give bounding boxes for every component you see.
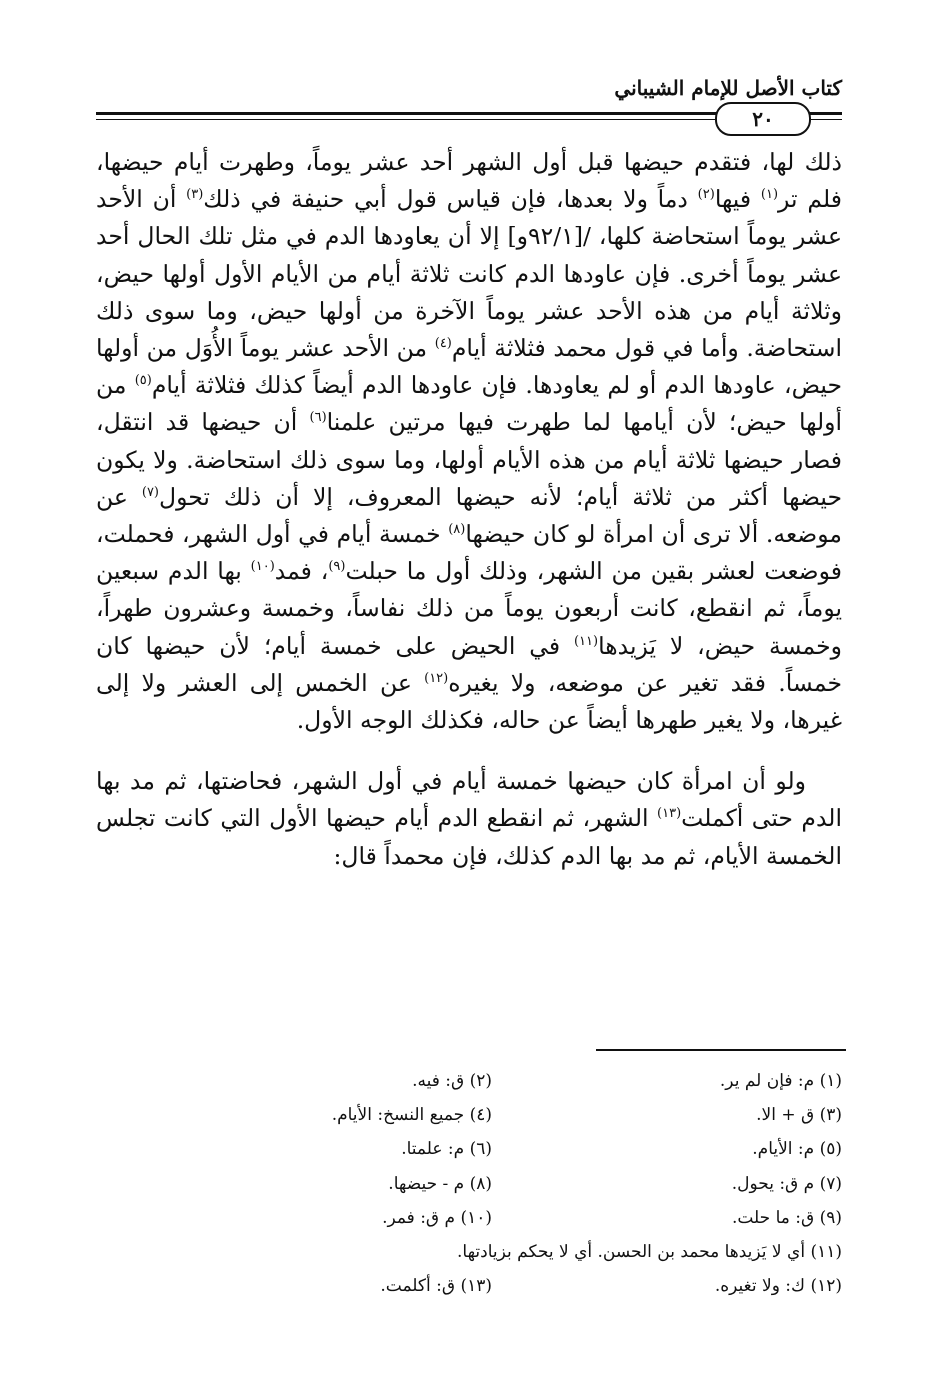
footnote-row [96,1235,842,1269]
text-run: عن موضعه. ألا ترى أن امرأة لو كان حيضها [96,482,842,549]
footnote: (١١) أي لا يَزيدها محمد بن الحسن. أي لا يحكم بزيادتها. [457,1241,842,1262]
footnotes [96,1064,842,1303]
text-run: من الأحد عشر يوماً الأُوَل من أولها حيض، عاودها الدم أو لم يعاودها. فإن عاودها الدم أيضاً كذلك فثلاثة أيام [96,334,842,400]
header-rule-thin-right [808,119,842,120]
footnote: (٩) ق: ما حلت. [731,1207,842,1228]
footnote: (٨) م - حيضها. [388,1173,492,1194]
footnote-marker: (١٣) [657,806,682,822]
text-run: خمسة أيام في أول الشهر، فحملت، فوضعت لعشر بقين من الشهر، وذلك أول ما حبلت [96,520,842,586]
page-number-badge [715,102,811,136]
main-text [96,144,842,875]
footnote: (١٠) م ق: فمر. [382,1207,492,1228]
page-number: ٢٠ [752,107,774,131]
footnote: (٢) ق: فيه. [412,1071,492,1091]
footnote: (١) م: فإن لم ير. [719,1071,842,1091]
footnote-marker: (١٠) [250,559,275,575]
text-run: أن الأحد عشر يوماً استحاضة كلها، /[٩٢/١و] إلا أن يعاودها الدم في مثل تلك الحال أحد عشر يوماً أخرى. فإن عاودها الدم كانت ثلاثة أيام من الأيام الأول أولها حيض، وثلاثة أيام من هذه الأحد عشر يوماً الآخرة من أولها حيض، وما سوى ذلك استحاضة. وأما في قول محمد فثلاثة أيام [96,185,842,363]
text-run: بها الدم سبعين يوماً، ثم انقطع، كانت أربعون يوماً من ذلك نفاساً، وخمسة وعشرون طهراً، وخمسة حيض، لا يَزيدها [96,557,843,660]
footnote-marker: (٥) [134,373,152,389]
footnote-marker: (١١) [573,633,599,649]
footnote-row [96,1201,842,1235]
footnote-marker: (٤) [434,336,452,352]
footnote: (٥) م: الأيام. [752,1139,842,1160]
text-run: عن الخمس إلى العشر ولا إلى غيرها، ولا يغير طهرها أيضاً عن حاله، فكذلك الوجه الأول. [96,668,842,735]
text-run: ، فمد [274,557,329,586]
footnote-marker: (٢) [697,187,715,203]
footnote-marker: (١٢) [424,671,449,687]
footnote-marker: (٩) [328,559,346,575]
text-run: ذلك لها، فتقدم حيضها قبل أول الشهر أحد عشر يوماً، وطهرت أيام حيضها، فلم تر [96,148,842,214]
footnote-marker: (٦) [309,410,327,426]
paragraph-2 [96,763,842,875]
paragraph-1 [96,144,842,739]
text-run: ولو أن امرأة كان حيضها خمسة أيام في أول الشهر، فحاضتها، ثم مد بها الدم حتى أكملت [96,767,842,833]
footnote-row [96,1167,842,1201]
footnote: (٣) ق + الا. [756,1105,842,1126]
text-run: من أولها حيض؛ لأن أيامها لما طهرت فيها مرتين علمنا [96,371,843,437]
footnote-marker: (٧) [141,485,159,500]
footnote-row [96,1132,842,1166]
footnote-row [96,1098,842,1132]
footnote-marker: (٨) [448,522,466,538]
footnote-marker: (١) [760,187,779,203]
footnote-separator [596,1049,846,1051]
footnote: (٤) جميع النسخ: الأيام. [331,1105,492,1126]
footnote-row [96,1064,842,1098]
text-run: دماً ولا بعدها، فإن قياس قول أبي حنيفة في ذلك [203,185,698,214]
text-run: فيها [714,185,761,214]
text-run: أن حيضها قد انتقل، فصار حيضها ثلاثة أيام من هذه الأيام أولها، وما سوى ذلك استحاضة. ولا يكون حيضها أكثر من ثلاثة أيام؛ لأنه حيضها المعروف، إلا أن ذلك تحول [96,408,842,511]
footnote-marker: (٣) [186,187,204,203]
text-run: في الحيض على خمسة أيام؛ لأن حيضها كان خمساً. فقد تغير عن موضعه، ولا يغيره [96,631,842,697]
text-run: الشهر، ثم انقطع الدم أيام حيضها الأول التي كانت تجلس الخمسة الأيام، ثم مد بها الدم كذلك، فإن محمداً قال: [96,804,842,870]
footnote-row [96,1269,842,1303]
book-title: كتاب الأصل للإمام الشيباني [614,76,842,100]
footnote: (١٢) ك: ولا تغيره. [714,1276,842,1297]
footnote: (٦) م: علمتا. [401,1139,492,1160]
header-rule-thick-right [808,112,842,115]
footnote: (١٣) ق: أكلمت. [380,1276,492,1297]
footnote: (٧) م ق: يحول. [731,1173,842,1194]
